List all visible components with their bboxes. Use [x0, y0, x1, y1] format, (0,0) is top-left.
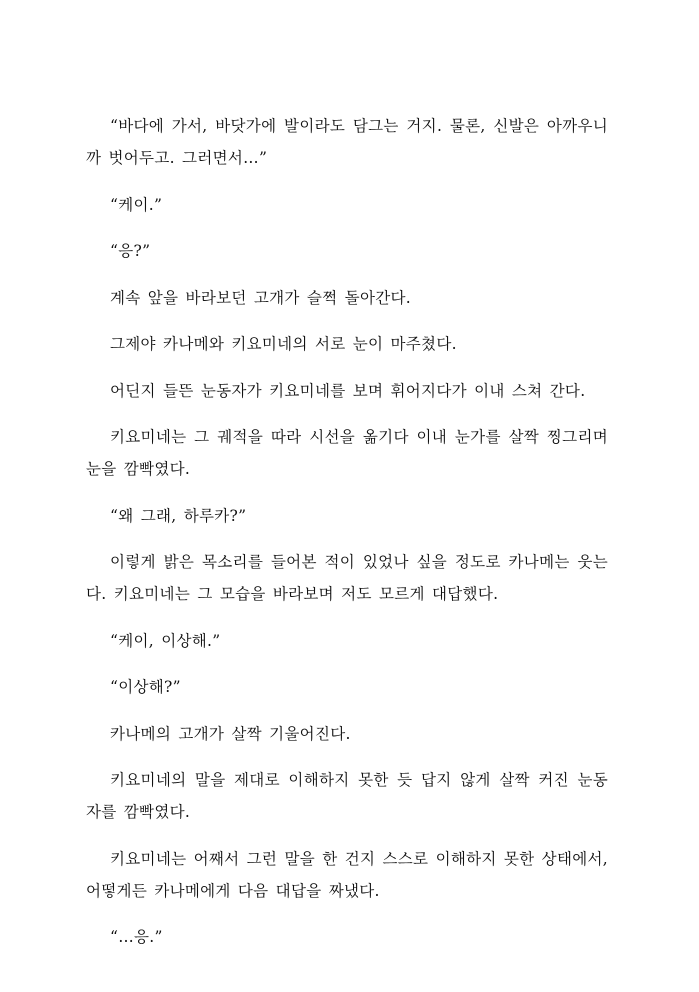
paragraph: “왜 그래, 하루카?” [110, 506, 247, 525]
paragraph: “바다에 가서, 바닷가에 발이라도 담그는 거지. 물론, 신발은 아까우니까 벗어두고. 그러면서…” [86, 117, 608, 167]
paragraph: 키요미네는 그 궤적을 따라 시선을 옮기다 이내 눈가를 살짝 찡그리며 눈을 깜빡였다. [86, 428, 608, 478]
paragraph: “응?” [110, 242, 151, 260]
paragraph: 어딘지 들뜬 눈동자가 키요미네를 보며 휘어지다가 이내 스쳐 간다. [110, 381, 586, 400]
paragraph: 카나메의 고개가 살짝 기울어진다. [110, 724, 351, 743]
paragraph: “이상해?” [110, 678, 181, 696]
document-body [86, 110, 608, 968]
paragraph: “…응.” [110, 928, 163, 946]
paragraph: 이렇게 밝은 목소리를 들어본 적이 있었나 싶을 정도로 카나메는 웃는다. 키요미네는 그 모습을 바라보며 저도 모르게 대답했다. [86, 553, 608, 603]
paragraph: “케이, 이상해.” [110, 631, 221, 650]
paragraph: 그제야 카나메와 키요미네의 서로 눈이 마주쳤다. [110, 335, 457, 353]
paragraph: 키요미네의 말을 제대로 이해하지 못한 듯 답지 않게 살짝 커진 눈동자를 깜빡였다. [86, 771, 608, 821]
paragraph: “케이.” [110, 195, 163, 214]
paragraph: 키요미네는 어째서 그런 말을 한 건지 스스로 이해하지 못한 상태에서, 어떻게든 카나메에게 다음 대답을 짜냈다. [86, 849, 608, 900]
paragraph: 계속 앞을 바라보던 고개가 슬쩍 돌아간다. [110, 288, 412, 307]
